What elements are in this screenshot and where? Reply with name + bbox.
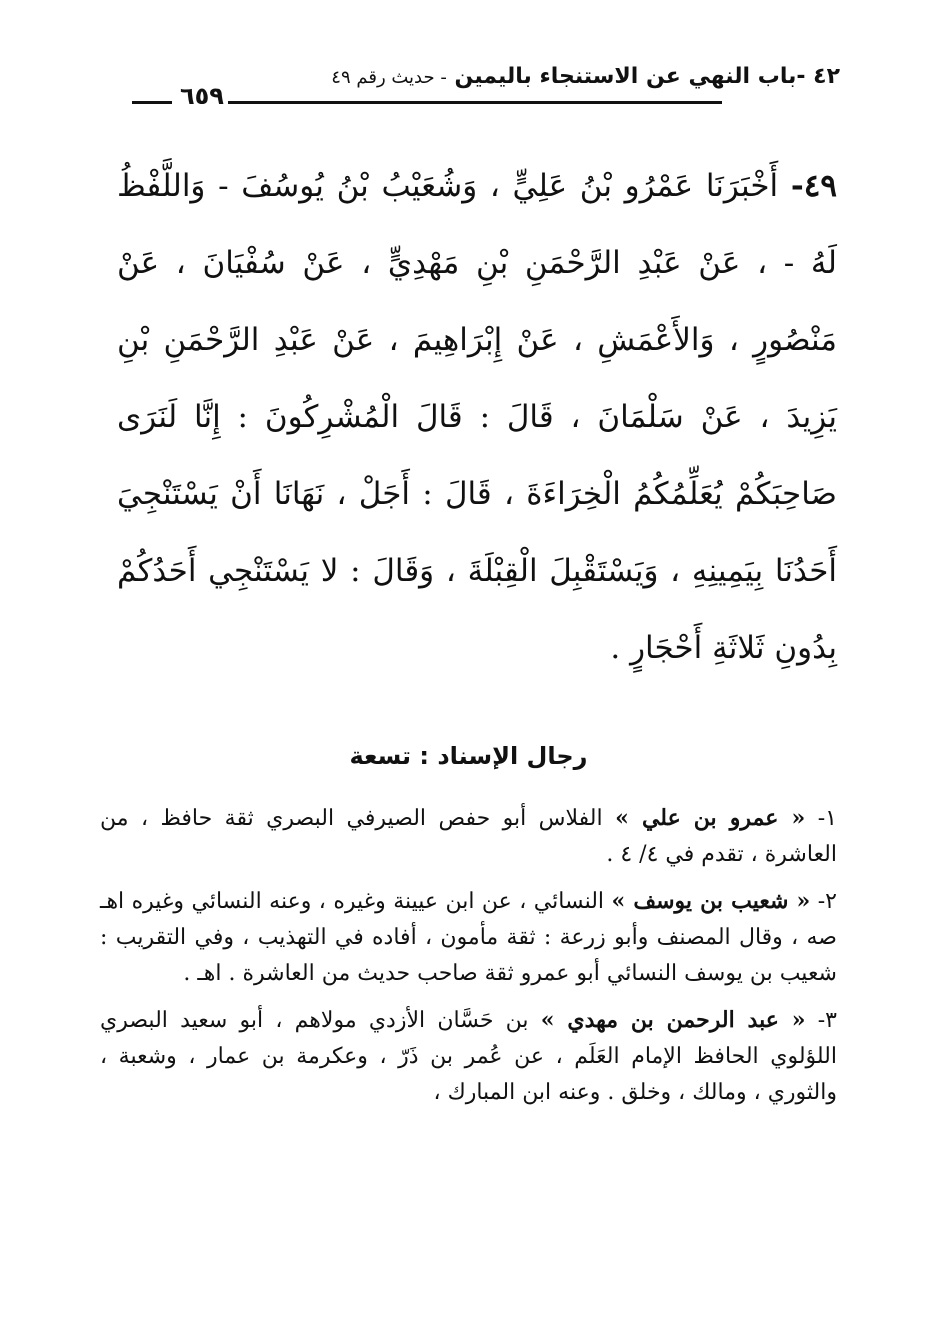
- narrator-entry: [100, 1002, 837, 1111]
- chapter-title: [331, 64, 840, 89]
- narrator-number: ٣-: [817, 1008, 837, 1033]
- page-number: ٦٥٩: [180, 82, 224, 110]
- hadith-text-block: [117, 148, 837, 687]
- section-heading: رجال الإسناد : تسعة: [349, 742, 588, 770]
- narrator-number: ١-: [817, 806, 837, 831]
- narrator-name: « شعيب بن يوسف »: [611, 888, 811, 914]
- narrator-description: النسائي ، عن ابن عيينة وغيره ، وعنه النسائي وغيره اهـ صه ، وقال المصنف وأبو زرعة : ثقة مأمون ، أفاده في التهذيب ، وفي التقريب : شعيب بن يوسف النسائي أبو عمرو ثقة صاحب حديث من العاشرة . اهـ .: [100, 889, 837, 986]
- header-rule: [228, 101, 722, 104]
- running-header: [132, 58, 840, 108]
- narrator-number: ٢-: [817, 889, 837, 914]
- narrator-entry: [100, 800, 837, 873]
- narrator-description: بن حَسَّان الأزدي مولاهم ، أبو سعيد البصري اللؤلوي الحافظ الإمام العَلَم ، عن عُمر بن ذَرّ ، وعكرمة بن عمار ، وشعبة ، والثوري ، ومالك ، وخلق . وعنه ابن المبارك ،: [100, 1008, 837, 1105]
- narrator-list: [100, 800, 837, 1121]
- narrator-name: « عبد الرحمن بن مهدي »: [540, 1007, 806, 1033]
- chapter-title-text: ٤٢ -باب النهي عن الاستنجاء باليمين: [454, 64, 840, 89]
- hadith-reference: - حديث رقم ٤٩: [331, 67, 447, 88]
- hadith-number: ٤٩-: [790, 168, 837, 204]
- narrator-entry: [100, 883, 837, 992]
- hadith-body: أَخْبَرَنَا عَمْرُو بْنُ عَلِيٍّ ، وَشُعَيْبُ بْنُ يُوسُفَ - وَاللَّفْظُ لَهُ - ، عَنْ عَبْدِ الرَّحْمَنِ بْنِ مَهْدِيٍّ ، عَنْ سُفْيَانَ ، عَنْ مَنْصُورٍ ، وَالأَعْمَشِ ، عَنْ إِبْرَاهِيمَ ، عَنْ عَبْدِ الرَّحْمَنِ بْنِ يَزِيدَ ، عَنْ سَلْمَانَ ، قَالَ : قَالَ الْمُشْرِكُونَ : إِنَّا لَنَرَى صَاحِبَكُمْ يُعَلِّمُكُمُ الْخِرَاءَةَ ، قَالَ : أَجَلْ ، نَهَانَا أَنْ يَسْتَنْجِيَ أَحَدُنَا بِيَمِينِهِ ، وَيَسْتَقْبِلَ الْقِبْلَةَ ، وَقَالَ : لا يَسْتَنْجِي أَحَدُكُمْ بِدُونِ ثَلاثَةِ أَحْجَارٍ .: [117, 168, 837, 666]
- page-number-dash: [132, 101, 172, 104]
- narrator-name: « عمرو بن علي »: [615, 805, 806, 831]
- narrator-description: الفلاس أبو حفص الصيرفي البصري ثقة حافظ ، من العاشرة ، تقدم في ٤/ ٤ .: [100, 806, 837, 867]
